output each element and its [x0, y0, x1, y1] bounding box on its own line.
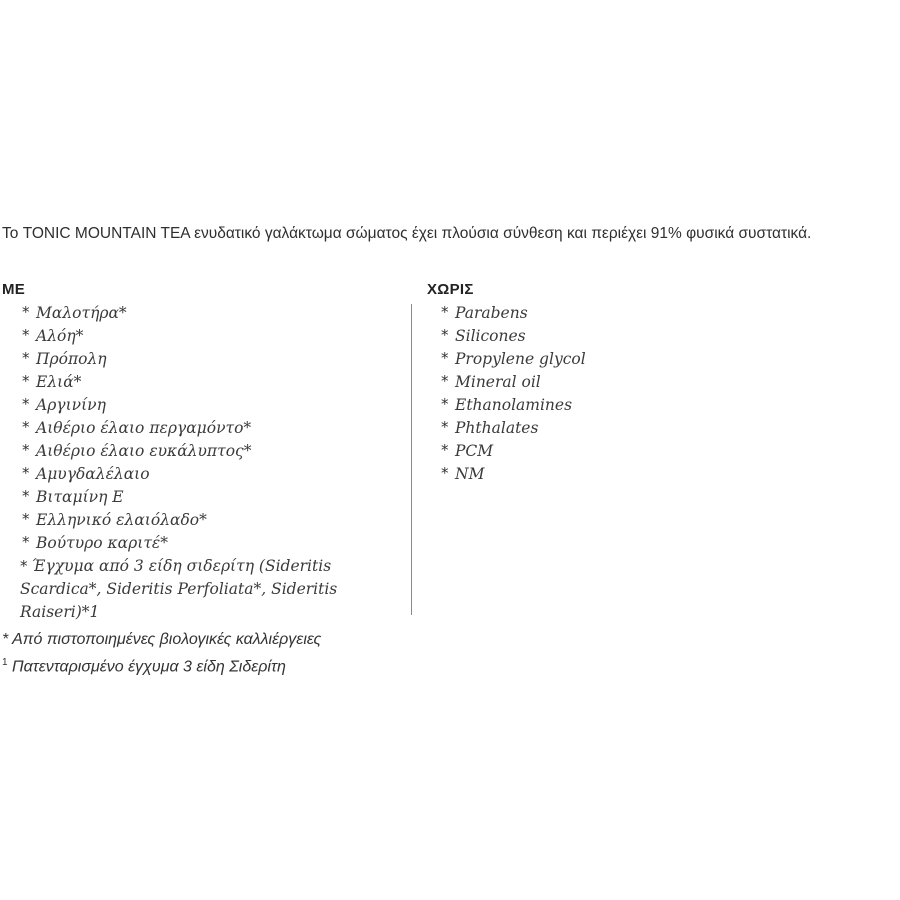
- list-item: [441, 394, 741, 417]
- bullet-marker: *: [22, 326, 30, 344]
- bullet-marker: *: [441, 418, 449, 436]
- bullet-marker: *: [22, 418, 30, 436]
- ingredient-name: Ελληνικό ελαιόλαδο*: [36, 511, 207, 529]
- list-item: [22, 509, 362, 532]
- footnote-patented: [2, 651, 321, 678]
- list-item: [22, 532, 362, 555]
- list-item: [22, 394, 362, 417]
- bullet-marker: *: [441, 441, 449, 459]
- ingredient-name: Mineral oil: [455, 373, 541, 391]
- column-divider: [411, 304, 412, 615]
- bullet-marker: *: [22, 533, 30, 551]
- ingredient-name: Πρόπολη: [36, 350, 107, 368]
- ingredient-name: Ελιά*: [36, 373, 82, 391]
- footnote-text: Πατενταρισμένο έγχυμα 3 είδη Σιδερίτη: [12, 658, 286, 676]
- bullet-marker: *: [22, 349, 30, 367]
- ingredient-name: Βούτυρο καριτέ*: [36, 534, 168, 552]
- ingredient-name: NM: [455, 465, 485, 483]
- ingredient-name: PCM: [455, 442, 494, 460]
- list-item: [22, 302, 362, 325]
- list-item: [441, 325, 741, 348]
- footnote-organic: [2, 628, 321, 651]
- bullet-marker: *: [441, 349, 449, 367]
- footnote-text: Από πιστοποιημένες βιολογικές καλλιέργειες: [12, 631, 322, 648]
- intro-text: Το TONIC MOUNTAIN TEA ενυδατικό γαλάκτωμα σώματος έχει πλούσια σύνθεση και περιέχει 91% φυσικά συστατικά.: [2, 225, 812, 242]
- list-item: [22, 371, 362, 394]
- list-item: [22, 463, 362, 486]
- bullet-marker: *: [22, 395, 30, 413]
- list-item: [22, 348, 362, 371]
- footnote-marker: 1: [2, 657, 8, 668]
- list-item: [20, 555, 362, 624]
- bullet-marker: *: [22, 510, 30, 528]
- ingredient-name: Αλόη*: [36, 327, 84, 345]
- bullet-marker: *: [441, 464, 449, 482]
- list-item: [441, 417, 741, 440]
- bullet-marker: *: [441, 372, 449, 390]
- bullet-marker: *: [441, 395, 449, 413]
- bullet-marker: *: [22, 372, 30, 390]
- ingredient-name: Propylene glycol: [455, 350, 586, 368]
- bullet-marker: *: [20, 557, 28, 575]
- ingredient-name: Μαλοτήρα*: [36, 304, 127, 322]
- ingredient-name: Phthalates: [455, 419, 539, 437]
- list-item: [441, 463, 741, 486]
- with-ingredients-list: [22, 302, 362, 624]
- ingredient-name: Αμυγδαλέλαιο: [36, 465, 150, 483]
- ingredient-name: Αιθέριο έλαιο περγαμόντο*: [36, 419, 252, 437]
- bullet-marker: *: [22, 441, 30, 459]
- without-heading: ΧΩΡΙΣ: [427, 281, 474, 298]
- bullet-marker: *: [22, 303, 30, 321]
- list-item: [441, 440, 741, 463]
- ingredient-name: Έγχυμα από 3 είδη σιδερίτη (Sideritis Scardica*, Sideritis Perfoliata*, Sideritis Raiseri)*1: [20, 557, 338, 621]
- list-item: [22, 417, 362, 440]
- list-item: [22, 486, 362, 509]
- list-item: [441, 302, 741, 325]
- list-item: [22, 325, 362, 348]
- ingredient-name: Αιθέριο έλαιο ευκάλυπτος*: [36, 442, 252, 460]
- without-ingredients-list: [441, 302, 741, 486]
- list-item: [441, 348, 741, 371]
- bullet-marker: *: [441, 303, 449, 321]
- footnote-marker: *: [2, 631, 9, 648]
- bullet-marker: *: [441, 326, 449, 344]
- ingredient-name: Parabens: [455, 304, 528, 322]
- bullet-marker: *: [22, 464, 30, 482]
- footnotes: [2, 628, 321, 678]
- list-item: [22, 440, 362, 463]
- ingredient-name: Silicones: [455, 327, 526, 345]
- with-heading: ΜΕ: [2, 281, 26, 298]
- ingredient-name: Ethanolamines: [455, 396, 573, 414]
- ingredient-name: Αργινίνη: [36, 396, 106, 414]
- bullet-marker: *: [22, 487, 30, 505]
- list-item: [441, 371, 741, 394]
- ingredient-name: Βιταμίνη Ε: [36, 488, 124, 506]
